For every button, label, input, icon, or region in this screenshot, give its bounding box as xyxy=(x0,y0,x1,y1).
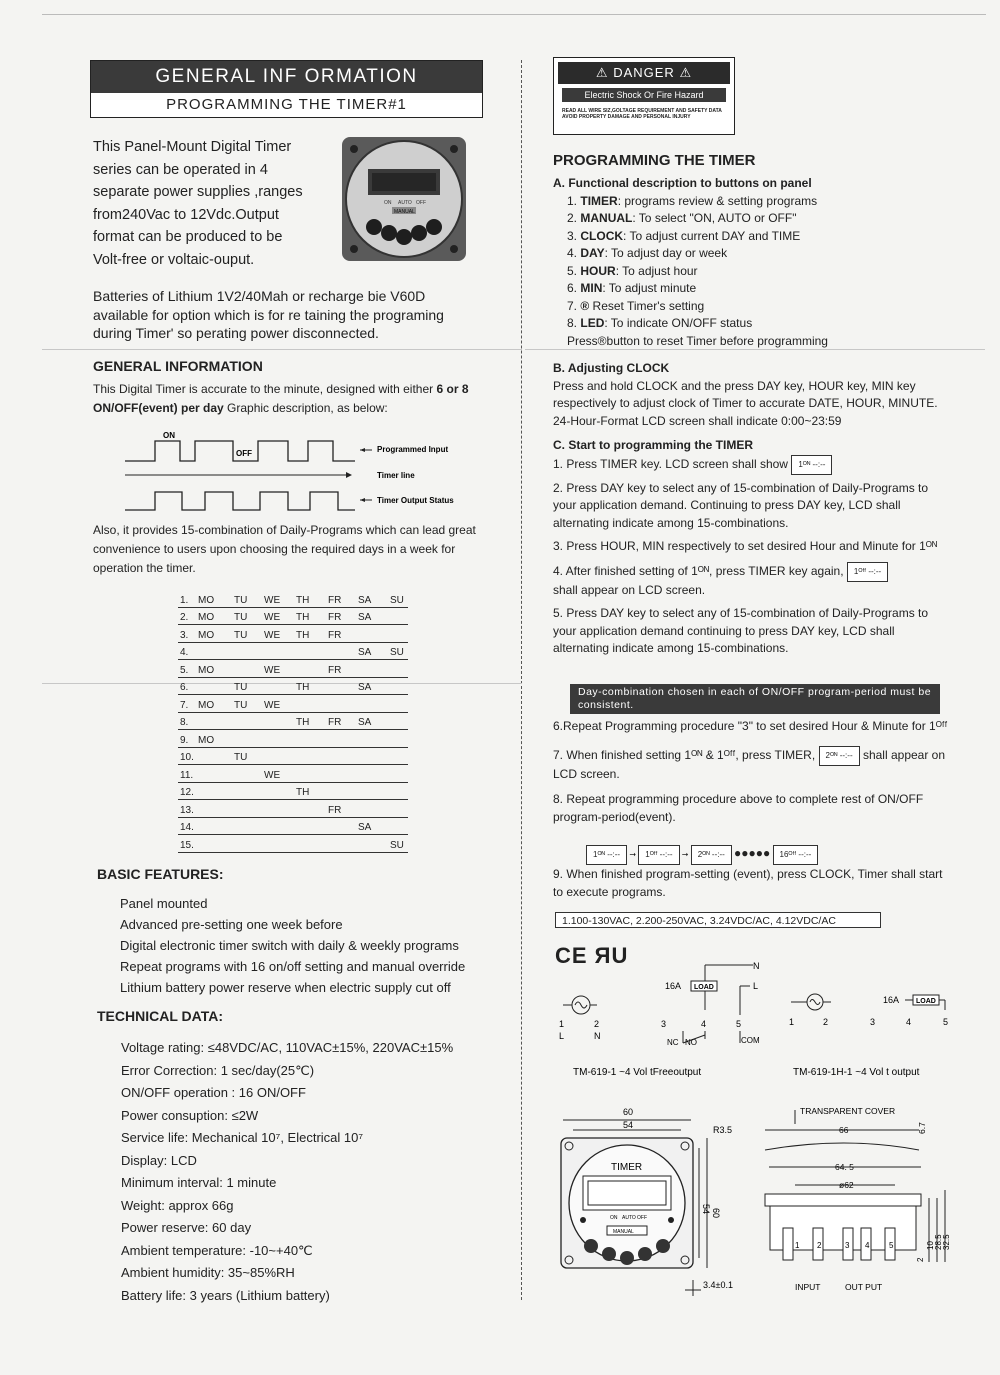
combo-day: SA xyxy=(358,682,372,693)
combo-day: MO xyxy=(198,594,215,606)
term-num: 1 xyxy=(559,1019,565,1029)
term-num: 3 xyxy=(870,1017,876,1027)
section-a-heading: A. Functional description to buttons on panel xyxy=(553,176,812,190)
section-c-heading: C. Start to programming the TIMER xyxy=(553,438,754,452)
combo-day: TH xyxy=(296,594,310,606)
term-num: 1 xyxy=(789,1017,795,1027)
tech-item: Ambient humidity: 35~85%RH xyxy=(121,1265,295,1280)
intro-line: from240Vac to 12Vdc.Output xyxy=(93,206,279,223)
button-description xyxy=(567,210,953,228)
combo-day: SU xyxy=(390,647,404,658)
button-key: MIN xyxy=(580,281,603,295)
term-no: NO xyxy=(685,1038,697,1047)
feature-item: Repeat programs with 16 on/off setting and manual override xyxy=(120,959,466,974)
term-sub: L xyxy=(559,1031,565,1041)
features-list xyxy=(120,893,465,998)
side-term: 3 xyxy=(845,1241,850,1250)
dim-h54: 54 xyxy=(701,1204,711,1215)
combo-number: 15. xyxy=(180,839,194,851)
step-3: 3. Press HOUR, MIN respectively to set desired Hour and Minute for 1ᴼᴺ xyxy=(553,539,938,553)
term-num: 2 xyxy=(823,1017,829,1027)
button-key: DAY xyxy=(580,246,605,260)
combo-day: TU xyxy=(234,752,248,763)
waveform-diagram xyxy=(120,428,480,518)
item-number: 6. xyxy=(567,281,578,295)
combo-day: MO xyxy=(198,664,215,676)
combo-day: FR xyxy=(328,629,342,641)
lcd-display: 1ᴼᶠᶠ --:-- xyxy=(847,562,888,582)
danger-title-bar xyxy=(558,62,730,84)
button-key: LED xyxy=(580,316,605,330)
combo-day: TH xyxy=(296,629,310,641)
hazard-text: Electric Shock Or Fire Hazard xyxy=(562,88,726,102)
term-num: 4 xyxy=(701,1019,707,1029)
side-term: 1 xyxy=(795,1241,800,1250)
intro-line: series can be operated in 4 xyxy=(93,161,268,178)
combo-number: 13. xyxy=(180,804,194,816)
table-row xyxy=(178,730,408,748)
item-number: 4. xyxy=(567,246,578,260)
tech-item: Ambient temperature: -10~+40℃ xyxy=(121,1242,313,1258)
item-number: 7. xyxy=(567,298,578,313)
combo-number: 6. xyxy=(180,682,189,693)
combo-number: 3. xyxy=(180,629,189,641)
step-5: 5. Press DAY key to select any of 15-combination of Daily-Programs to your application demand continuing to press DAY key, LCD shall alternating indicate among 15-combinations. xyxy=(553,606,929,655)
item-number: 5. xyxy=(567,263,578,278)
wire-amp: 16A xyxy=(665,981,682,991)
button-function: : To adjust current DAY and TIME xyxy=(623,228,801,243)
lcd-display: 2ᴼᴺ --:-- xyxy=(691,845,732,865)
combo-day: MO xyxy=(198,699,215,711)
general-info-heading: GENERAL INFORMATION xyxy=(93,358,263,374)
step-8: 8. Repeat programming procedure above to complete rest of ON/OFF program-period(event). xyxy=(553,792,924,824)
consistency-banner: Day-combination chosen in each of ON/OFF program-period must be consistent. xyxy=(570,684,940,714)
section-c xyxy=(553,437,948,658)
combo-number: 4. xyxy=(180,647,189,658)
title-block xyxy=(90,60,483,118)
button-function: : programs review & setting programs xyxy=(617,193,818,208)
term-nc: NC xyxy=(667,1038,679,1047)
combo-number: 5. xyxy=(180,664,189,676)
section-b-text: Press and hold CLOCK and the press DAY key, HOUR key, MIN key respectively to adjust clock of Timer to accurate DATE, HOUR, MINUTE. 24-Hour-Format LCD screen shall indicate 0:00~23:59 xyxy=(553,378,938,428)
combo-day: TH xyxy=(296,717,310,728)
combo-day: SU xyxy=(390,594,404,606)
tech-item: Error Correction: 1 sec/day(25℃) xyxy=(121,1062,315,1078)
combo-number: 2. xyxy=(180,612,189,623)
combo-day: TU xyxy=(234,594,248,606)
combo-day: FR xyxy=(328,664,342,676)
table-row xyxy=(178,818,408,836)
combo-day: SU xyxy=(390,839,404,851)
tech-list xyxy=(121,1037,453,1307)
table-row xyxy=(178,748,408,766)
timer-line-label: Timer line xyxy=(377,471,415,480)
dim-54: 54 xyxy=(623,1120,634,1130)
dim-r35: R3.5 xyxy=(713,1125,733,1135)
combo-day: WE xyxy=(264,612,281,623)
intro-line: format can be produced to be xyxy=(93,229,283,245)
table-row xyxy=(178,695,408,713)
wire-load: LOAD xyxy=(694,984,714,991)
button-description xyxy=(567,193,953,211)
combo-day: TU xyxy=(234,612,248,623)
programmed-input-label: Programmed Input xyxy=(377,445,449,454)
front-mode-auto: AUTO xyxy=(622,1215,636,1221)
combo-day: TH xyxy=(296,612,310,623)
combo-day: TH xyxy=(296,682,310,693)
button-function: : To select "ON, AUTO or OFF" xyxy=(632,211,797,225)
danger-note: READ ALL WIRE SIZ,GOLTAGE REQUIREMENT AND SAFETY DATA AVOID PROPERTY DAMAGE AND PERSONAL INJURY xyxy=(562,108,722,120)
side-term: 2 xyxy=(817,1241,822,1250)
column-divider xyxy=(521,60,522,1300)
combo-day: SA xyxy=(358,612,372,623)
certification-marks: CE ЯU xyxy=(555,943,629,968)
combo-day: FR xyxy=(328,717,342,728)
table-row xyxy=(178,660,408,678)
combo-day: WE xyxy=(264,664,281,676)
step-4 xyxy=(553,562,948,600)
combo-day: FR xyxy=(328,594,342,606)
combo-day: WE xyxy=(264,594,281,606)
step-text: shall appear on LCD screen. xyxy=(553,747,946,781)
table-row xyxy=(178,800,408,818)
dim-66: 66 xyxy=(839,1125,849,1135)
button-function: : To adjust hour xyxy=(615,263,698,278)
button-description xyxy=(567,298,953,316)
combo-day: MO xyxy=(198,629,215,641)
step-text: shall appear on LCD screen. xyxy=(553,582,706,597)
wiring-caption-right: TM-619-1H-1 ~4 Vol t output xyxy=(793,1067,920,1078)
table-row xyxy=(178,608,408,626)
tech-item: Voltage rating: ≤48VDC/AC, 110VAC±15%, 220VAC±15% xyxy=(121,1040,454,1055)
danger-title: DANGER xyxy=(613,65,675,80)
timer-output-label: Timer Output Status xyxy=(377,496,454,505)
intro-text xyxy=(93,136,338,271)
term-num: 5 xyxy=(736,1019,742,1029)
dim-60: 60 xyxy=(623,1107,634,1117)
tech-item: Battery life: 3 years (Lithium battery) xyxy=(121,1287,330,1303)
combo-number: 9. xyxy=(180,734,189,746)
combo-day: SA xyxy=(358,647,372,658)
term-num: 2 xyxy=(594,1019,600,1029)
voltage-options: 1.100-130VAC, 2.200-250VAC, 3.24VDC/AC, 4.12VDC/AC xyxy=(555,912,881,928)
lcd-display: 2ᴼᴺ --:-- xyxy=(819,746,860,766)
fold-line-1 xyxy=(42,349,522,350)
section-b xyxy=(553,360,943,430)
term-num: 4 xyxy=(906,1017,912,1027)
combo-day: MO xyxy=(198,612,215,623)
table-row xyxy=(178,783,408,801)
button-key: MANUAL xyxy=(580,211,633,225)
step-7 xyxy=(553,746,948,784)
timer-device-photo xyxy=(338,133,470,265)
combo-number: 14. xyxy=(180,822,194,833)
combo-day: TU xyxy=(234,699,248,711)
feature-item: Advanced pre-setting one week before xyxy=(120,917,343,932)
intro-line: This Panel-Mount Digital Timer xyxy=(93,139,292,155)
button-descriptions xyxy=(553,193,953,333)
front-manual: MANUAL xyxy=(613,1229,634,1235)
combo-number: 1. xyxy=(180,594,189,606)
button-description xyxy=(567,315,953,333)
button-description xyxy=(567,245,953,263)
item-number: 2. xyxy=(567,211,578,225)
danger-label xyxy=(553,57,735,135)
tech-heading: TECHNICAL DATA: xyxy=(97,1008,223,1024)
dim-10: 10 xyxy=(926,1241,935,1250)
wire-n: N xyxy=(753,961,760,971)
table-row xyxy=(178,765,408,783)
button-function: : To indicate ON/OFF status xyxy=(604,316,753,330)
front-mode-on: ON xyxy=(610,1215,618,1221)
feature-item: Lithium battery power reserve when electric supply cut off xyxy=(120,980,451,995)
features-heading: BASIC FEATURES: xyxy=(97,866,224,882)
item-number: 8. xyxy=(567,316,578,330)
output-label: OUT PUT xyxy=(845,1282,883,1292)
button-key: TIMER xyxy=(580,193,618,208)
button-key: HOUR xyxy=(580,263,616,278)
dim-h60: 60 xyxy=(711,1208,721,1219)
tech-item: Minimum interval: 1 minute xyxy=(121,1175,277,1190)
battery-line: available for option which is for re taining the programing xyxy=(93,306,444,323)
table-row xyxy=(178,625,408,643)
section-a xyxy=(553,175,953,350)
step-9: 9. When finished program-setting (event), press CLOCK, Timer shall start to execute programs. xyxy=(553,867,943,899)
on-label: ON xyxy=(163,431,175,440)
combo-number: 11. xyxy=(180,769,194,781)
dim-62: ø62 xyxy=(839,1180,854,1190)
table-row xyxy=(178,678,408,696)
wire-amp: 16A xyxy=(883,995,900,1005)
term-num: 5 xyxy=(943,1017,949,1027)
front-title: TIMER xyxy=(611,1162,643,1173)
intro-line: Volt-free or voltaic-ouput. xyxy=(93,251,255,268)
combo-number: 8. xyxy=(180,717,189,728)
section-c-continued xyxy=(553,718,948,826)
wire-l: L xyxy=(753,981,759,991)
combo-day: TU xyxy=(234,629,248,641)
device-manual-label: MANUAL xyxy=(394,209,415,215)
side-term: 5 xyxy=(889,1241,894,1250)
combo-day: FR xyxy=(328,612,342,623)
off-label: OFF xyxy=(236,449,252,458)
wire-load: LOAD xyxy=(916,998,936,1005)
wiring-diagrams xyxy=(555,955,975,1085)
para-text: This Digital Timer is accurate to the minute, designed with either xyxy=(93,382,437,396)
front-mode-off: OFF xyxy=(637,1215,647,1221)
combo-number: 10. xyxy=(180,752,194,763)
program-sequence: 1ᴼᴺ --:-- ➞ 1ᴼᶠᶠ --:-- ➞ 2ᴼᴺ --:-- ●●●●● 16ᴼᶠᶠ --:-- xyxy=(586,845,818,865)
button-description xyxy=(567,228,953,246)
reset-note: Press®button to reset Timer before programming xyxy=(567,333,828,348)
general-info-section xyxy=(93,358,493,418)
table-row xyxy=(178,590,408,608)
transparent-cover-label: TRANSPARENT COVER xyxy=(800,1106,896,1116)
input-label: INPUT xyxy=(795,1282,821,1292)
general-info-paragraph-2: Also, it provides 15-combination of Daily-Programs which can lead great convenience to users upon choosing the required days in a week for operation the timer. xyxy=(93,523,476,575)
step-1 xyxy=(553,455,948,475)
dim-67: 6.7 xyxy=(917,1122,927,1134)
lcd-display: 16ᴼᶠᶠ --:-- xyxy=(773,845,819,865)
button-description xyxy=(567,263,953,281)
page-title: GENERAL INF ORMATION xyxy=(91,61,482,93)
feature-item: Digital electronic timer switch with daily & weekly programs xyxy=(120,938,459,953)
warning-triangle-icon: ⚠ xyxy=(595,65,609,80)
dim-285: 28.5 xyxy=(934,1234,943,1250)
feature-item: Panel mounted xyxy=(120,896,208,911)
button-function: Reset Timer's setting xyxy=(589,298,705,313)
day-combination-table xyxy=(178,590,408,853)
term-num: 3 xyxy=(661,1019,667,1029)
programming-heading: PROGRAMMING THE TIMER xyxy=(553,152,756,169)
combo-day: SA xyxy=(358,717,372,728)
device-mode-on: ON xyxy=(384,200,392,206)
combo-number: 12. xyxy=(180,787,194,798)
step-6: 6.Repeat Programming procedure "3" to set desired Hour & Minute for 1ᴼᶠᶠ xyxy=(553,719,948,733)
sheet-top-edge xyxy=(42,14,986,15)
tech-item: Power consuption: ≤2W xyxy=(121,1107,259,1123)
term-com: COM xyxy=(741,1036,760,1045)
warning-triangle-icon: ⚠ xyxy=(679,65,693,80)
combo-number: 7. xyxy=(180,699,189,711)
combo-day: WE xyxy=(264,769,281,781)
combo-day: TU xyxy=(234,682,248,693)
para-bold: 6 or 8 ON/OFF(event) per day xyxy=(93,382,469,415)
item-number: 3. xyxy=(567,228,578,243)
tech-item: ON/OFF operation : 16 ON/OFF xyxy=(121,1085,306,1100)
step-2: 2. Press DAY key to select any of 15-combination of Daily-Programs to your application demand. Continuing to press DAY key, LCD shall alternating indicate among 15-combinations. xyxy=(553,480,929,530)
table-row xyxy=(178,713,408,731)
tech-item: Weight: approx 66g xyxy=(121,1197,234,1213)
lcd-display: 1ᴼᶠᶠ --:-- xyxy=(638,845,679,865)
battery-line: Batteries of Lithium 1V2/40Mah or recharge bie V60D xyxy=(93,288,426,304)
section-b-heading: B. Adjusting CLOCK xyxy=(553,361,670,375)
intro-line: separate power supplies ,ranges xyxy=(93,184,303,200)
item-number: 1. xyxy=(567,193,578,208)
side-term: 4 xyxy=(865,1241,870,1250)
combo-day: WE xyxy=(264,629,281,641)
button-function: : To adjust minute xyxy=(602,281,697,295)
device-mode-auto: AUTO xyxy=(398,200,412,206)
button-description xyxy=(567,280,953,298)
button-key: ® xyxy=(580,298,590,313)
combo-day: SA xyxy=(358,594,372,606)
lcd-display: 1ᴼᴺ --:-- xyxy=(586,845,627,865)
dim-depth: 3.4±0.1 xyxy=(703,1280,733,1290)
device-mode-off: OFF xyxy=(416,200,426,206)
dim-325: 32.5 xyxy=(942,1234,951,1250)
tech-item: Display: LCD xyxy=(121,1152,197,1168)
page-subtitle: PROGRAMMING THE TIMER#1 xyxy=(166,96,407,113)
step-text: 7. When finished setting 1ᴼᴺ & 1ᴼᶠᶠ, press TIMER, xyxy=(553,747,816,762)
dim-2: 2 xyxy=(916,1257,925,1262)
combo-day: MO xyxy=(198,734,215,746)
combo-day: TH xyxy=(296,787,310,798)
battery-line: during Timer' so perating power disconnected. xyxy=(93,325,379,341)
button-key: CLOCK xyxy=(580,228,624,243)
dimension-drawings xyxy=(555,1100,975,1310)
dim-645: 64. 5 xyxy=(835,1162,854,1172)
para-text: Graphic description, as below: xyxy=(223,401,388,415)
sequence-dots: ●●●●● xyxy=(734,846,771,861)
battery-note xyxy=(93,287,493,343)
table-row xyxy=(178,835,408,853)
wiring-caption-left: TM-619-1 ~4 Vol tFreeoutput xyxy=(573,1067,702,1078)
combo-day: WE xyxy=(264,699,281,711)
step-text: 4. After finished setting of 1ᴼᴺ, press TIMER key again, xyxy=(553,563,844,578)
lcd-display: 1ᴼᴺ --:-- xyxy=(791,455,832,475)
table-row xyxy=(178,643,408,661)
combo-day: SA xyxy=(358,822,372,833)
tech-item: Service life: Mechanical 10⁷, Electrical 10⁷ xyxy=(121,1130,364,1145)
general-info-paragraph xyxy=(93,380,493,418)
term-sub: N xyxy=(594,1031,601,1041)
tech-item: Power reserve: 60 day xyxy=(121,1220,252,1235)
combo-day: FR xyxy=(328,804,342,816)
step-text: 1. Press TIMER key. LCD screen shall show xyxy=(553,456,788,471)
button-function: : To adjust day or week xyxy=(604,246,728,260)
